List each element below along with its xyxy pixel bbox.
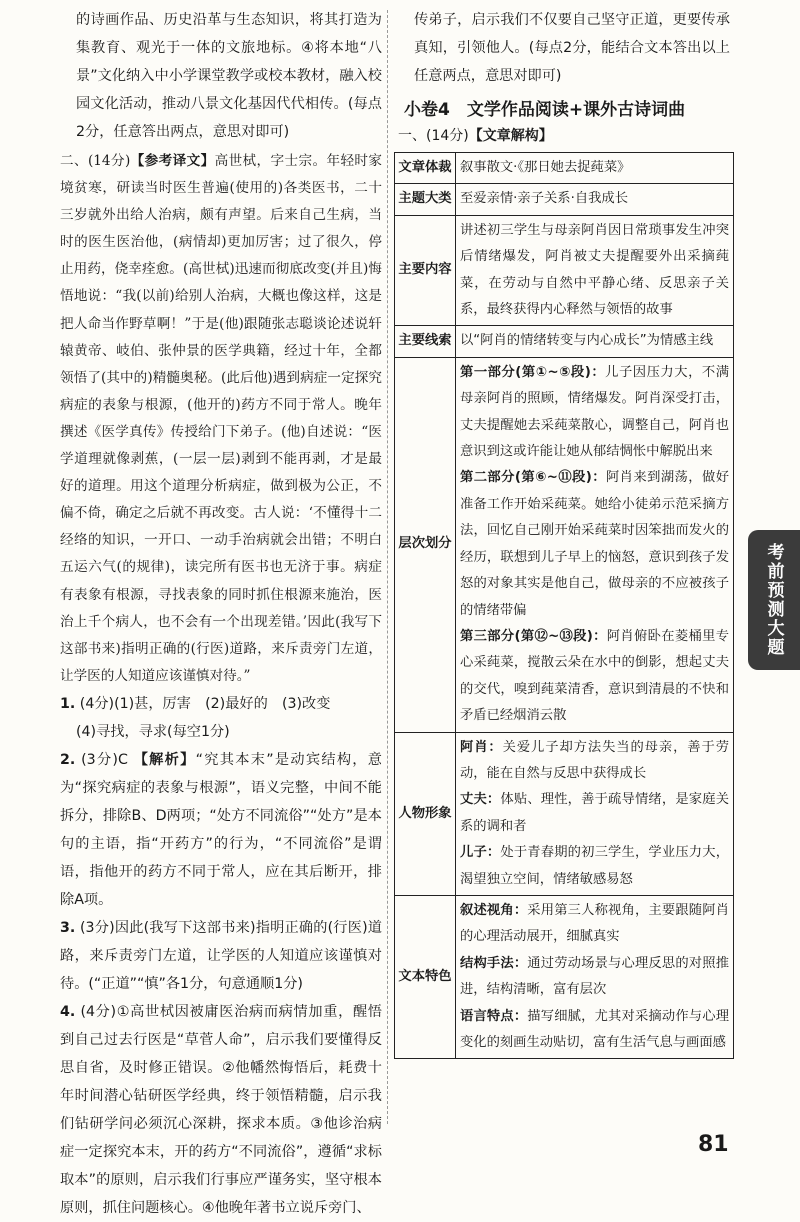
table-row — [395, 153, 734, 184]
feature-structure-label: 结构手法： — [460, 955, 528, 971]
answer-3-number: 3. — [60, 919, 76, 936]
feature-language-text: 描写细腻，尤其对采摘动作与心理变化的刻画生动贴切，富有生活气息与画面感 — [460, 1008, 730, 1050]
answer-4-continued: 传弟子，启示我们不仅要自己坚守正道，更要传承真知，引领他人。(每点2分，能结合文本答出以上任意两点，意思对即可) — [414, 12, 730, 84]
row-header-clue: 主要线索 — [395, 326, 456, 357]
table-row — [395, 326, 734, 357]
feature-perspective-label: 叙述视角： — [460, 902, 528, 918]
layer-part-3-label: 第三部分(第⑫~⑬段)： — [460, 628, 607, 644]
table-row — [395, 184, 734, 215]
answer-4-number: 4. — [60, 1003, 76, 1020]
layer-part-2-label: 第二部分(第⑥~⑪段)： — [460, 470, 606, 486]
sub-heading-tag: 【文章解构】 — [468, 128, 553, 144]
intro-paragraph: 的诗画作品、历史沿革与生态知识，将其打造为集教育、观光于一体的文旅地标。④将本地“八景”文化纳入中小学课堂教学或校本教材，融入校园文化活动，推动八景文化基因代代相传。(每点2分，任意答出两点，意思对即可) — [76, 12, 382, 140]
character-husband — [460, 787, 729, 840]
answer-1-line-2: (4)寻找，寻求(每空1分) — [76, 723, 230, 740]
side-tab-label: 考前预测大题 — [763, 543, 784, 657]
layer-part-1 — [460, 360, 729, 466]
table-row — [395, 215, 734, 326]
answer-3-text: (3分)因此(我写下这部书来)指明正确的(行医)道路，来斥责旁门左道，让学医的人知道应该谨慎对待。(“正道”“慎”各1分，句意通顺1分) — [60, 919, 382, 992]
feature-structure — [460, 951, 729, 1004]
cell-clue: 以“阿肖的情绪转变与内心成长”为情感主线 — [456, 326, 734, 357]
answer-2-number: 2. — [60, 751, 76, 768]
layer-part-2-text: 阿肖来到湖荡，做好准备工作开始采莼菜。她给小徒弟示范采摘方法，回忆自己刚开始采莼菜时因笨拙而发火的经历，联想到儿子早上的恼怒，意识到孩子发怒的对象其实是他自己，做母亲的不应被孩子的情绪带偏 — [460, 470, 729, 618]
side-tab — [748, 530, 800, 670]
table-row — [395, 732, 734, 895]
q2-heading: 二、(14分) — [60, 153, 131, 169]
page-number: 81 — [698, 1132, 729, 1157]
answer-1-line-1: (4分)(1)甚，厉害 (2)最好的 (3)改变 — [79, 695, 331, 712]
feature-perspective — [460, 898, 729, 951]
answer-2-score: (3分)C — [81, 751, 128, 768]
character-son-text: 处于青春期的初三学生，学业压力大，渴望独立空间，情绪敏感易怒 — [460, 845, 730, 887]
row-header-layers: 层次划分 — [395, 357, 456, 732]
right-column — [398, 6, 730, 1059]
answer-4 — [60, 998, 382, 1222]
answer-1 — [60, 690, 382, 718]
row-header-features: 文本特色 — [395, 895, 456, 1058]
character-axiao-text: 关爱儿子却方法失当的母亲，善于劳动，能在自然与反思中获得成长 — [460, 739, 730, 781]
cell-genre: 叙事散文·《那日她去捉莼菜》 — [456, 153, 734, 184]
row-header-theme: 主题大类 — [395, 184, 456, 215]
character-axiao — [460, 735, 729, 788]
answer-2-text: “究其本末”是动宾结构，意为“探究病症的表象与根源”，语义完整，中间不能拆分，排除B、D两项；“处方不同流俗”“处方”是本句的主语，指“开药方”的行为，“不同流俗”是谓语，指他开的药方不同于常人，应在其后断开，排除A项。 — [60, 751, 382, 908]
layer-part-1-text: 儿子因压力大，不满母亲阿肖的照顾，情绪爆发。阿肖深受打击，丈夫提醒她去采莼菜散心，调整自己，阿肖也意识到这或许能让她从郁结惆怅中解脱出来 — [460, 364, 730, 460]
sub-heading-number: 一、(14分) — [398, 128, 469, 144]
row-header-genre: 文章体裁 — [395, 153, 456, 184]
layer-part-2 — [460, 465, 729, 623]
cell-content: 讲述初三学生与母亲阿肖因日常琐事发生冲突后情绪爆发，阿肖被丈夫提醒要外出采摘莼菜，在劳动与自然中平静心绪、反思亲子关系，最终获得内心释然与领悟的故事 — [456, 215, 734, 326]
character-axiao-label: 阿肖： — [460, 739, 503, 755]
answer-2-tag: 【解析】 — [133, 751, 196, 768]
feature-perspective-text: 采用第三人称视角，主要跟随阿肖的心理活动展开，细腻真实 — [460, 902, 730, 945]
q2-tag: 【参考译文】 — [130, 153, 215, 169]
answer-4-text: (4分)①高世栻因被庸医治病而病情加重，醒悟到自己过去行医是“草菅人命”，启示我们要懂得反思自省，及时修正错误。②他幡然悔悟后，耗费十年时间潜心钻研医学经典，终于领悟精髓，启示我们钻研学问必须沉心深耕，探求本质。③他诊治病症一定探究本末，开的药方“不同流俗”，遵循“求标取本”的原则，启示我们行事应严谨务实，坚守根本原则，抓住问题核心。④他晚年著书立说斥旁门、 — [60, 1003, 382, 1216]
table-row — [395, 895, 734, 1058]
sub-heading — [398, 124, 730, 148]
character-son-label: 儿子： — [460, 845, 501, 861]
section-title: 小卷4 文学作品阅读+课外古诗词曲 — [404, 100, 686, 120]
cell-features — [456, 895, 734, 1058]
translation-text: 高世栻，字士宗。年轻时家境贫寒，研读当时医生普遍(使用的)各类医书，二十三岁就外出给人治病，颇有声望。后来自己生病，当时的医生医治他，(病情却)更加厉害；过了很久，停止用药，侥幸痊愈。(高世栻)迅速而彻底改变(并且)悔悟地说：“我(以前)给别人治病，大概也像这样，这是把人命当作野草啊！”于是(他)跟随张志聪谈论述说轩辕黄帝、岐伯、张仲景的医学典籍，经过十年，全都领悟了(其中的)精髓奥秘。(此后他)遇到病症一定探究病症的表象与根源，(他开的)药方不同于常人。晚年撰述《医学真传》传授给门下弟子。(他)自述说：“医学道理就像剥蕉，(一层一层)剥到不能再剥，才是最好的道理。用这个道理分析病症，做到极为公正，不偏不倚，确定之后就不再改变。古人说：‘不懂得十二经络的知识，一开口、一动手治病就会出错；不明白五运六气(的规律)，读完所有医书也无济于事。病症有表象有根源，寻找表象的同时抓住根源来施治，医治上千个病人，也不会有一个出现差错。’因此(我写下这部书来)指明正确的(行医)道路，来斥责旁门左道，让学医的人知道应该谨慎对待。” — [60, 153, 383, 684]
answer-1-number: 1. — [60, 695, 76, 712]
answer-3 — [60, 914, 382, 998]
character-husband-label: 丈夫： — [460, 792, 501, 808]
layer-part-3 — [460, 624, 729, 730]
table-row — [395, 357, 734, 732]
feature-language-label: 语言特点： — [460, 1008, 528, 1024]
layer-part-1-label: 第一部分(第①~⑤段)： — [460, 364, 606, 380]
row-header-characters: 人物形象 — [395, 732, 456, 895]
character-son — [460, 840, 729, 893]
analysis-table — [394, 152, 734, 1059]
feature-language — [460, 1004, 729, 1057]
character-husband-text: 体贴、理性，善于疏导情绪，是家庭关系的调和者 — [460, 792, 730, 834]
cell-layers — [456, 357, 734, 732]
cell-characters — [456, 732, 734, 895]
left-column — [60, 6, 382, 1222]
layer-part-3-text: 阿肖俯卧在菱桶里专心采莼菜，搅散云朵在水中的倒影，想起丈夫的交代，嗅到莼菜清香，意识到清晨的不快和矛盾已经烟消云散 — [460, 628, 730, 724]
feature-structure-text: 通过劳动场景与心理反思的对照推进，结构清晰，富有层次 — [460, 955, 730, 998]
row-header-content: 主要内容 — [395, 215, 456, 326]
cell-theme: 至爱亲情·亲子关系·自我成长 — [456, 184, 734, 215]
translation-paragraph — [60, 148, 382, 690]
column-divider — [387, 10, 388, 1124]
answer-2 — [60, 746, 382, 914]
